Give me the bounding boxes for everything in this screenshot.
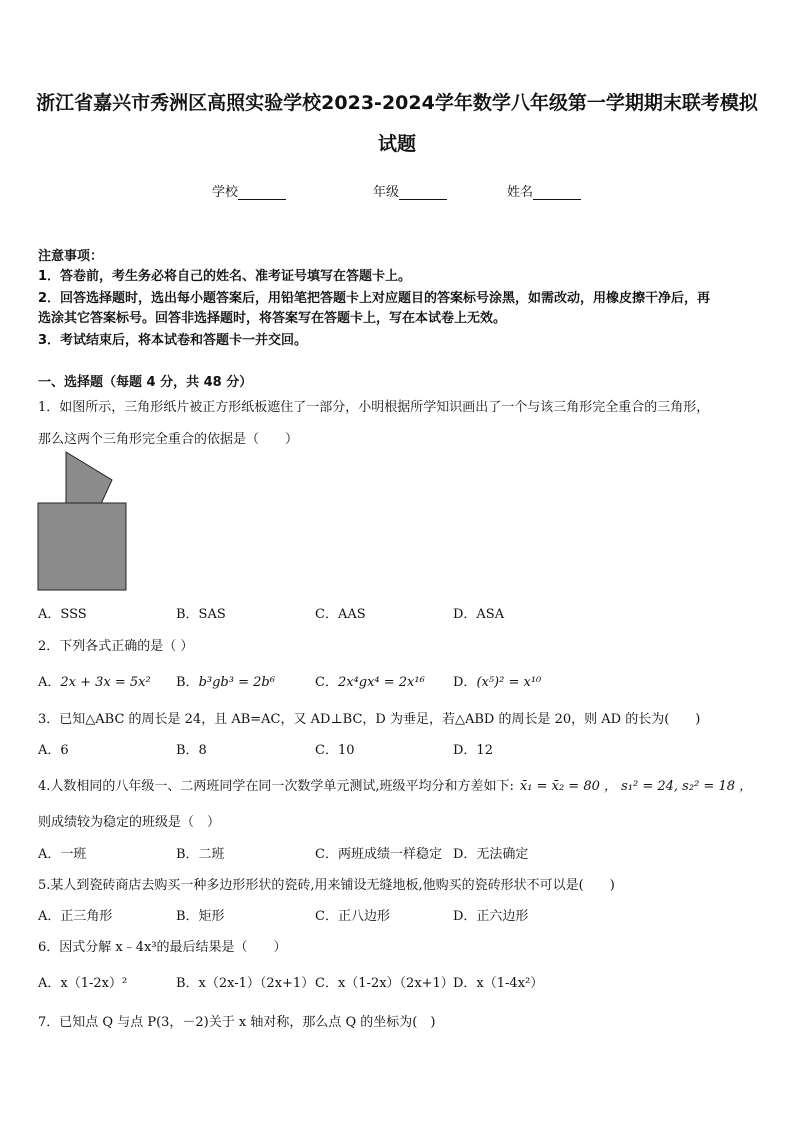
name-field[interactable] [507, 181, 581, 200]
notice-item: 1．答卷前，考生务必将自己的姓名、准考证号填写在答题卡上。 [38, 269, 412, 284]
option-expression: (x⁵)² = x¹⁰ [476, 675, 542, 690]
grade-label: 年级 [373, 185, 400, 200]
name-label: 姓名 [507, 185, 534, 200]
grade-field[interactable] [373, 181, 447, 200]
q1-option-c[interactable]: C．AAS [315, 607, 366, 622]
student-info-row [0, 181, 794, 201]
school-field[interactable] [212, 181, 286, 200]
q2-option-a[interactable] [38, 671, 151, 690]
q6-option-c[interactable]: C．x（1-2x）（2x+1） [315, 976, 454, 991]
question-2-stem: 2．下列各式正确的是（ ） [38, 639, 194, 654]
option-expression: 2x + 3x = 5x² [60, 675, 151, 690]
grade-blank[interactable] [399, 185, 447, 200]
q3-option-a[interactable]: A．6 [38, 743, 69, 758]
q6-option-b[interactable]: B．x（2x-1）（2x+1） [176, 976, 315, 991]
triangle-shape [66, 452, 112, 506]
option-prefix: A． [38, 675, 61, 690]
question-1-stem: 1．如图所示，三角形纸片被正方形纸板遮住了一部分，小明根据所学知识画出了一个与该三角形完全重合的三角形， [38, 400, 710, 415]
notice-heading: 注意事项： [38, 249, 104, 264]
q4-stem-text: 4.人数相同的八年级一、二两班同学在同一次数学单元测试,班级平均分和方差如下: [38, 779, 514, 794]
q1-option-b[interactable]: B．SAS [176, 607, 226, 622]
question-5-stem: 5.某人到瓷砖商店去购买一种多边形形状的瓷砖,用来铺设无缝地板,他购买的瓷砖形状不可以是( ) [38, 878, 615, 893]
q4-option-d[interactable]: D．无法确定 [453, 847, 529, 862]
notice-item: 3．考试结束后，将本试卷和答题卡一并交回。 [38, 333, 308, 348]
q3-option-b[interactable]: B．8 [176, 743, 207, 758]
square-shape [38, 503, 126, 590]
option-prefix: C． [315, 675, 338, 690]
notice-item: 2．回答选择题时，选出每小题答案后，用铅笔把答题卡上对应题目的答案标号涂黑，如需改动，用橡皮擦干净后，再 [38, 291, 711, 306]
notice-item: 选涂其它答案标号。回答非选择题时，将答案写在答题卡上，写在本试卷上无效。 [38, 311, 507, 326]
q4-formula: x̄₁ = x̄₂ = 80 ， s₁² = 24, s₂² = 18 ， [519, 779, 753, 794]
school-label: 学校 [212, 185, 239, 200]
option-prefix: D． [453, 675, 477, 690]
q5-option-d[interactable]: D．正六边形 [453, 909, 529, 924]
q4-option-a[interactable]: A．一班 [38, 847, 87, 862]
q3-option-d[interactable]: D．12 [453, 743, 493, 758]
option-expression: b³gb³ = 2b⁶ [198, 675, 275, 690]
triangle-square-figure [36, 450, 128, 592]
q4-option-c[interactable]: C．两班成绩一样稳定 [315, 847, 442, 862]
q5-option-b[interactable]: B．矩形 [176, 909, 225, 924]
school-blank[interactable] [238, 185, 286, 200]
q2-option-b[interactable] [176, 671, 275, 690]
question-7-stem: 7．已知点 Q 与点 P(3，－2)关于 x 轴对称，那么点 Q 的坐标为( ) [38, 1015, 436, 1030]
question-6-stem: 6．因式分解 x﹣4x³的最后结果是（ ） [38, 940, 287, 955]
q4-option-b[interactable]: B．二班 [176, 847, 225, 862]
page-title: 浙江省嘉兴市秀洲区高照实验学校2023-2024学年数学八年级第一学期期末联考模拟 [36, 92, 758, 114]
q6-option-d[interactable]: D．x（1-4x²） [453, 976, 544, 991]
question-4-stem-continued: 则成绩较为稳定的班级是（ ） [38, 815, 221, 830]
q3-option-c[interactable]: C．10 [315, 743, 355, 758]
section-heading: 一、选择题（每题 4 分，共 48 分） [38, 375, 253, 390]
name-blank[interactable] [533, 185, 581, 200]
question-4-stem [38, 775, 752, 794]
option-expression: 2x⁴gx⁴ = 2x¹⁶ [337, 675, 425, 690]
page-title-continued: 试题 [377, 133, 416, 155]
q2-option-c[interactable] [315, 671, 425, 690]
q2-option-d[interactable] [453, 671, 541, 690]
question-1-stem-continued: 那么这两个三角形完全重合的依据是（ ） [38, 432, 299, 447]
q5-option-c[interactable]: C．正八边形 [315, 909, 390, 924]
q1-option-d[interactable]: D．ASA [453, 607, 505, 622]
q6-option-a[interactable]: A．x（1-2x）² [38, 976, 128, 991]
option-prefix: B． [176, 675, 199, 690]
q5-option-a[interactable]: A．正三角形 [38, 909, 113, 924]
q1-option-a[interactable]: A．SSS [38, 607, 87, 622]
question-3-stem: 3．已知△ABC 的周长是 24，且 AB=AC，又 AD⊥BC，D 为垂足，若△ABD 的周长是 20，则 AD 的长为( ) [38, 712, 701, 727]
